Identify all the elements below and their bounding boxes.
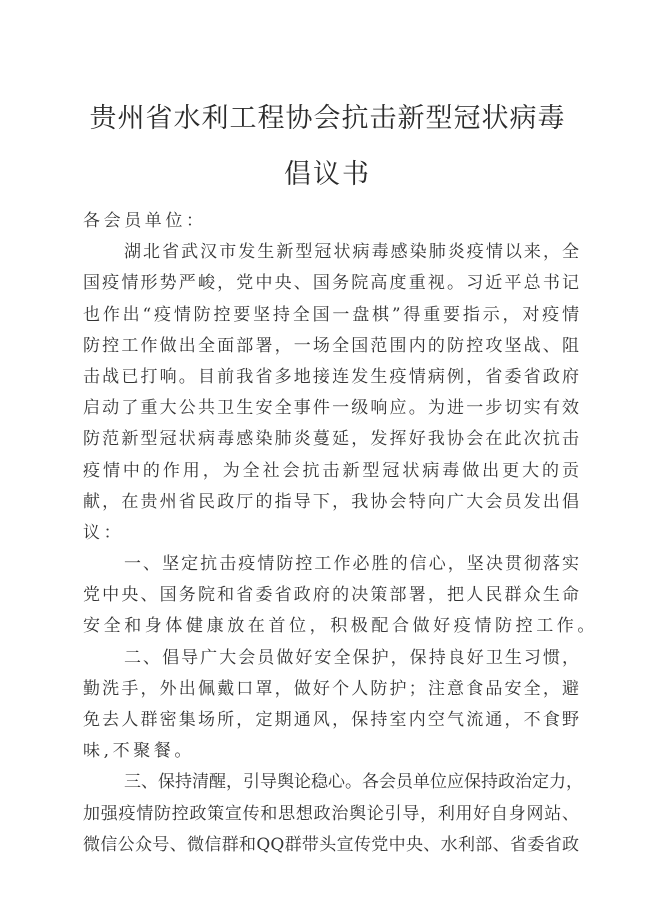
document-title: 贵州省水利工程协会抗击新型冠状病毒 (89, 103, 566, 134)
text-line: 勤洗手，外出佩戴口罩，做好个人防护；注意食品安全，避 (83, 678, 579, 699)
text-line: 献，在贵州省民政厅的指导下，我协会特向广大会员发出倡 (83, 491, 579, 512)
text-line: 议： (83, 522, 125, 543)
text-line: 免去人群密集场所，定期通风，保持室内空气流通，不食野 (83, 710, 579, 730)
document-subtitle: 倡议书 (284, 159, 371, 190)
text-line: 国疫情形势严峻，党中央、国务院高度重视。习近平总书记 (83, 273, 579, 294)
text-line: 防控工作做出全面部署，一场全国范围内的防控攻坚战、阻 (83, 335, 579, 356)
document-body (83, 206, 598, 861)
text-line: 味,不聚餐。 (83, 741, 196, 762)
text-line: 安全和身体健康放在首位，积极配合做好疫情防控工作。 (83, 616, 598, 637)
text-line: 一、坚定抗击疫情防控工作必胜的信心，坚决贯彻落实 (124, 554, 579, 575)
text-line: 湖北省武汉市发生新型冠状病毒感染肺炎疫情以来，全 (124, 242, 579, 263)
salutation: 各会员单位： (83, 211, 207, 231)
text-line: 也作出“疫情防控要坚持全国一盘棋”得重要指示，对疫情 (83, 304, 579, 325)
text-line: 党中央、国务院和省委省政府的决策部署，把人民群众生命 (83, 585, 579, 606)
text-line: 二、倡导广大会员做好安全保护，保持良好卫生习惯， (124, 647, 579, 668)
text-line: 加强疫情防控政策宣传和思想政治舆论引导，利用好自身网站、 (83, 803, 579, 824)
text-line: 三、保持清醒，引导舆论稳心。各会员单位应保持政治定力， (124, 772, 583, 793)
text-line: 启动了重大公共卫生安全事件一级响应。为进一步切实有效 (83, 398, 579, 419)
text-line: 微信公众号、微信群和QQ群带头宣传党中央、水利部、省委省政 (83, 834, 579, 855)
text-line: 击战已打响。目前我省多地接连发生疫情病例，省委省政府 (83, 366, 579, 387)
text-line: 防范新型冠状病毒感染肺炎蔓延，发挥好我协会在此次抗击 (83, 429, 579, 450)
text-line: 疫情中的作用，为全社会抗击新型冠状病毒做出更大的贡 (83, 460, 579, 481)
